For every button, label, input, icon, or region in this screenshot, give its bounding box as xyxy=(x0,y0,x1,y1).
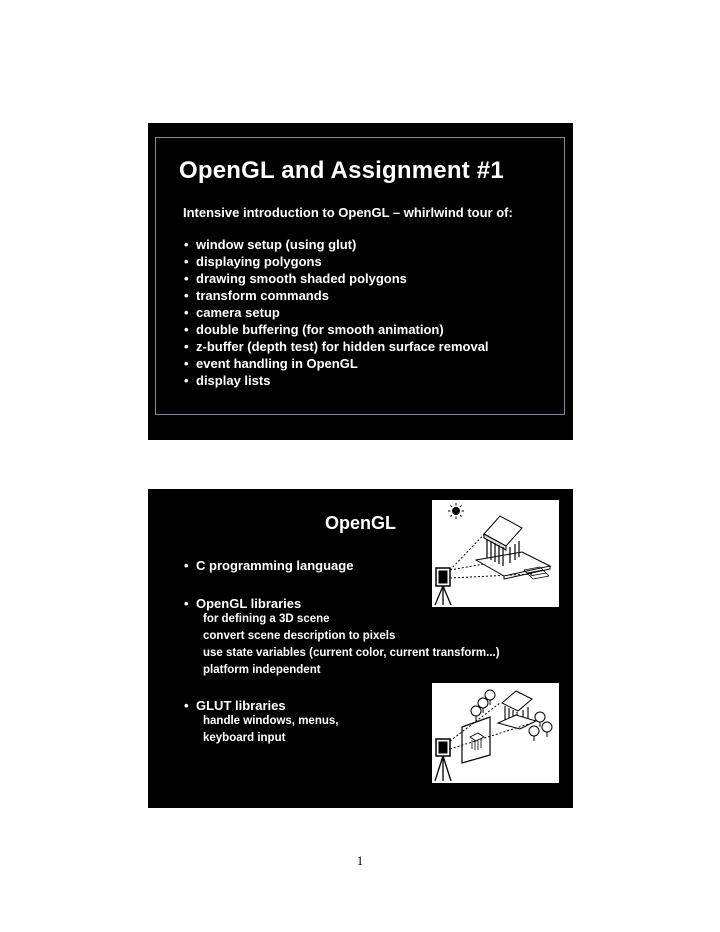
sub-item: platform independent xyxy=(203,664,321,676)
bullet-text: OpenGL libraries xyxy=(196,596,302,611)
bullet-heading xyxy=(184,558,353,573)
sub-item: use state variables (current color, current transform...) xyxy=(203,647,500,659)
bullet-text: displaying polygons xyxy=(196,254,322,269)
slide-title: OpenGL and Assignment #1 xyxy=(179,157,504,184)
sub-item: keyboard input xyxy=(203,732,286,744)
bullet-item xyxy=(184,270,489,287)
bullet-text: transform commands xyxy=(196,288,329,303)
bullet-dot: • xyxy=(184,356,189,371)
bullet-heading xyxy=(184,698,338,713)
bullet-section-opengl-libraries xyxy=(184,596,500,679)
bullet-list xyxy=(184,236,489,389)
bullet-text: double buffering (for smooth animation) xyxy=(196,322,444,337)
slide-opengl xyxy=(148,489,573,808)
bullet-section-c xyxy=(184,558,353,573)
bullet-item xyxy=(184,236,489,253)
bullet-dot: • xyxy=(184,288,189,303)
bullet-text: GLUT libraries xyxy=(196,698,286,713)
bullet-item xyxy=(184,372,489,389)
bullet-item xyxy=(184,304,489,321)
sub-item: convert scene description to pixels xyxy=(203,630,396,642)
bullet-dot: • xyxy=(184,322,189,337)
slide-title: OpenGL xyxy=(325,513,396,533)
bullet-dot: • xyxy=(184,558,189,573)
camera-plane-drawing xyxy=(432,683,559,783)
bullet-text: window setup (using glut) xyxy=(196,237,357,252)
bullet-text: C programming language xyxy=(196,558,354,573)
bullet-dot: • xyxy=(184,271,189,286)
bullet-dot: • xyxy=(184,698,189,713)
bullet-text: camera setup xyxy=(196,305,280,320)
bullet-dot: • xyxy=(184,596,189,611)
camera-image-plane-illustration xyxy=(432,683,559,783)
bullet-section-glut-libraries xyxy=(184,698,338,747)
bullet-dot: • xyxy=(184,254,189,269)
bullet-text: drawing smooth shaded polygons xyxy=(196,271,407,286)
bullet-item xyxy=(184,338,489,355)
sub-item: for defining a 3D scene xyxy=(203,613,330,625)
sub-item: handle windows, menus, xyxy=(203,715,339,727)
bullet-item xyxy=(184,321,489,338)
slide-opengl-assignment xyxy=(148,123,573,440)
camera-temple-drawing xyxy=(432,500,559,607)
bullet-item xyxy=(184,287,489,304)
bullet-dot: • xyxy=(184,373,189,388)
camera-temple-illustration xyxy=(432,500,559,607)
page-number: 1 xyxy=(356,853,364,868)
bullet-item xyxy=(184,355,489,372)
bullet-item xyxy=(184,253,489,270)
bullet-text: event handling in OpenGL xyxy=(196,356,358,371)
bullet-dot: • xyxy=(184,339,189,354)
bullet-text: display lists xyxy=(196,373,271,388)
slide-intro: Intensive introduction to OpenGL – whirlwind tour of: xyxy=(183,205,513,220)
bullet-text: z-buffer (depth test) for hidden surface removal xyxy=(196,339,489,354)
bullet-dot: • xyxy=(184,237,189,252)
bullet-dot: • xyxy=(184,305,189,320)
